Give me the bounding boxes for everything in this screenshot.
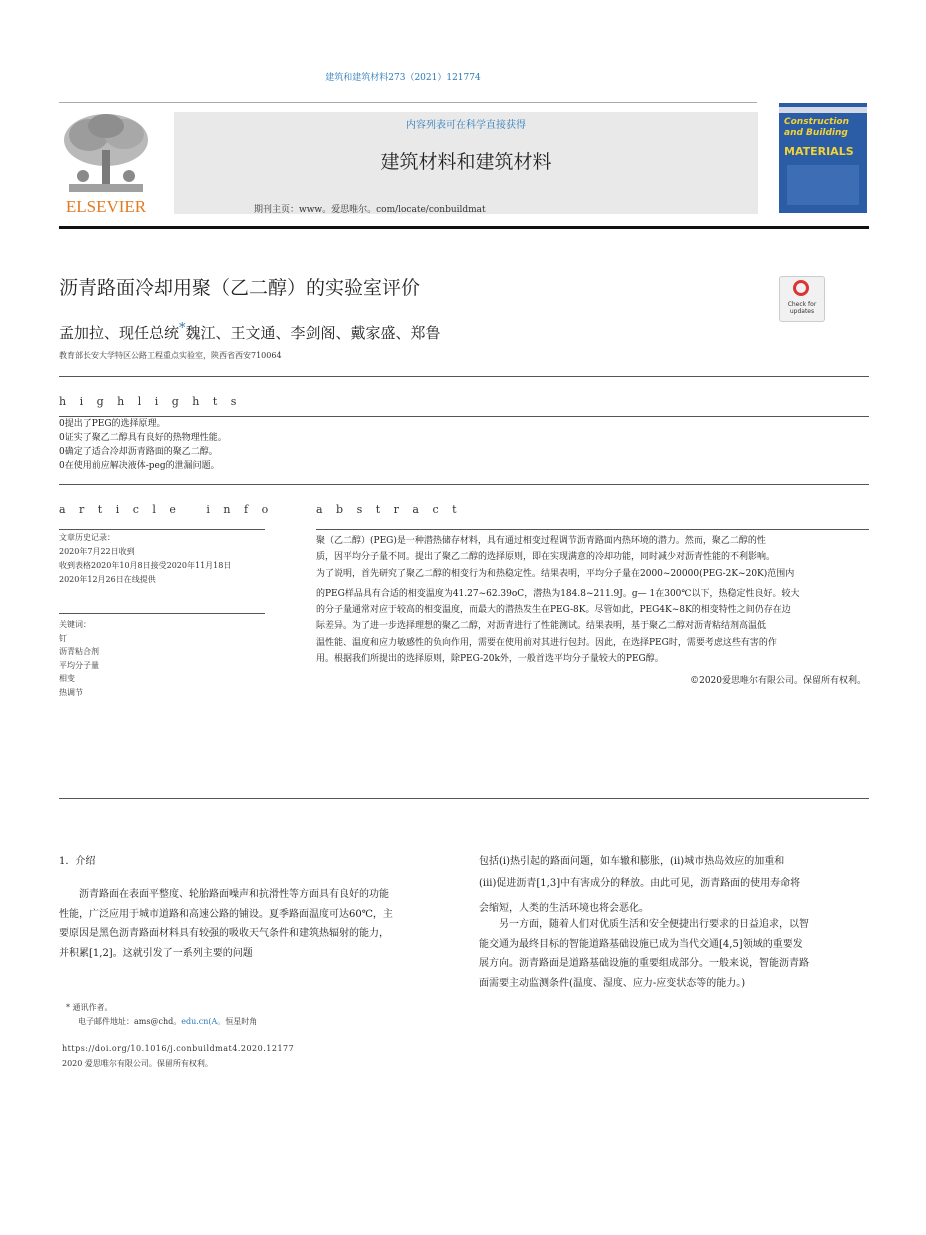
footer-rights: 2020 爱思唯尔有限公司。保留所有权利。 [62, 1059, 213, 1068]
check-for-updates-badge[interactable] [779, 276, 825, 322]
article-info-heading: a r t i c l e i n f o [59, 503, 274, 516]
authors-part-b: 魏江、王文通、李剑阁、戴家盛、郑鲁 [185, 324, 441, 342]
corresponding-author-note: * 通讯作者。 [66, 1003, 113, 1012]
abstract-copyright: ©2020爱思唯尔有限公司。保留所有权利。 [690, 676, 866, 686]
keywords-rule [59, 613, 265, 614]
intro-line: 要原因是黑色沥青路面材料具有较强的吸收天气条件和建筑热辐射的能力， [59, 928, 389, 939]
intro-line: 沥青路面在表面平整度、轮胎路面噪声和抗滑性等方面具有良好的功能 [79, 889, 389, 900]
journal-cover-image [779, 103, 867, 213]
abstract-line: 际差异。为了进一步选择理想的聚乙二醇，对沥青进行了性能测试。结果表明，基于聚乙二醇对沥青粘结剂高温低 [316, 621, 767, 632]
section-heading-intro: 1．介绍 [59, 856, 96, 867]
article-history [59, 531, 265, 587]
intro-line: 会缩短，人类的生活环境也将会恶化。 [479, 903, 649, 914]
keywords-label: 关键词： [59, 620, 91, 629]
authors-part-a: 孟加拉、现任总统 [59, 324, 180, 342]
abstract-rule [316, 529, 869, 530]
cover-subtitle: MATERIALS [784, 145, 854, 158]
intro-line: 并积累[1,2]。这就引发了一系列主要的问题 [59, 947, 253, 959]
abstract-line: 质，因平均分子量不同。提出了聚乙二醇的选择原则，即在实现满意的冷却功能，同时减少对沥青性能的不利影响。 [316, 552, 776, 563]
highlight-item: 0提出了PEG的选择原理。 [59, 419, 166, 429]
abstract-line: 用。根据我们所提出的选择原则，除PEG-20k外，一般首选平均分子量较大的PEG醇。 [316, 654, 664, 665]
abstract-line: 的分子量通常对应于较高的相变温度，而最大的潜热发生在PEG-8K。尽管如此，PEG4K~8K的相变特性之间仍存在边 [316, 605, 791, 616]
keyword-item: 平均分子量 [59, 660, 99, 670]
front-matter-bottom-rule [59, 798, 869, 799]
corresponding-author-mark[interactable]: * [179, 321, 186, 336]
email-suffix: 恒星时角 [225, 1017, 258, 1026]
check-icon-inner [796, 283, 806, 293]
cover-stripe [779, 107, 867, 113]
history-revised: 收到表格2020年10月8日接受2020年11月18日 [59, 561, 232, 570]
email-link[interactable]: edu.cn(A。 [181, 1017, 226, 1026]
abstract-line: 聚（乙二醇）(PEG)是一种潜热储存材料，具有通过相变过程调节沥青路面内热环境的潜力。然而，聚乙二醇的性 [316, 536, 766, 546]
intro-right-paragraph-2 [479, 915, 869, 993]
abstract-line: 温性能、温度和应力敏感性的负向作用，需要在使用前对其进行包封。因此，在选择PEG时，需要考虑这些有害的作 [316, 637, 777, 648]
intro-line: 面需要主动监测条件(温度、湿度、应力-应变状态等的能力。) [479, 977, 746, 989]
cover-graphic [787, 165, 859, 205]
keyword-item: 钉 [59, 633, 67, 643]
elsevier-wordmark: ELSEVIER [65, 197, 147, 216]
intro-left-paragraph [59, 885, 445, 963]
highlights-bottom-rule [59, 484, 869, 485]
intro-line: (iii)促进沥青[1,3]中有害成分的释放。由此可见，沥青路面的使用寿命将 [479, 877, 801, 889]
doi-link[interactable]: https://doi.org/10.1016/j.conbuildmat4.2020.12177 [62, 1044, 295, 1053]
author-list [59, 321, 441, 343]
intro-line: 包括(i)热引起的路面问题，如车辙和膨胀，(ii)城市热岛效应的加重和 [479, 856, 785, 867]
highlight-item: 0证实了聚乙二醇具有良好的热物理性能。 [59, 433, 227, 443]
keyword-item: 热调节 [59, 687, 83, 697]
journal-reference[interactable]: 建筑和建筑材料273（2021）121774 [325, 73, 481, 83]
header-thick-rule [59, 226, 869, 229]
intro-right-paragraph-1 [479, 852, 869, 919]
email-note [78, 1016, 257, 1027]
check-badge-label: Check for updates [787, 301, 817, 315]
journal-title: 建筑材料和建筑材料 [380, 151, 552, 173]
history-received: 2020年7月22日收到 [59, 547, 135, 556]
highlights-top-rule [59, 376, 869, 377]
abstract-line: 为了说明，首先研究了聚乙二醇的相变行为和热稳定性。结果表明，平均分子量在2000~20000(PEG-2K~20K)范围内 [316, 568, 795, 579]
abstract-line: 的PEG样品具有合适的相变温度为41.27~62.39oC，潜热为184.8~211.9J。g— 1在300℃以下，热稳定性良好。较大 [316, 588, 800, 599]
cover-title: Construction and Building [784, 117, 850, 138]
article-info-rule [59, 529, 265, 530]
intro-line: 能交通为最终目标的智能道路基础设施已成为当代交通[4,5]领域的重要发 [479, 938, 803, 950]
header-top-rule [59, 102, 757, 103]
highlight-item: 0确定了适合冷却沥青路面的聚乙二醇。 [59, 447, 218, 457]
keywords-list [59, 618, 265, 699]
article-title: 沥青路面冷却用聚（乙二醇）的实验室评价 [59, 277, 421, 299]
abstract-heading: a b s t r a c t [316, 503, 462, 516]
intro-line: 展方向。沥青路面是道路基础设施的重要组成部分。一般来说，智能沥青路 [479, 958, 809, 969]
history-label: 文章历史记录： [59, 533, 115, 542]
highlight-item: 0在使用前应解决液体-peg的泄漏问题。 [59, 461, 220, 471]
keyword-item: 相变 [59, 674, 75, 683]
highlights-heading: h i g h l i g h t s [59, 395, 242, 408]
contents-link[interactable]: 内容列表可在科学直接获得 [406, 120, 526, 131]
abstract-body [316, 533, 868, 667]
affiliation: 教育部长安大学特区公路工程重点实验室，陕西省西安710064 [59, 351, 282, 360]
email-prefix: 电子邮件地址：ams@chd。 [78, 1017, 182, 1026]
history-online: 2020年12月26日在线提供 [59, 575, 156, 584]
highlights-list [59, 417, 227, 473]
keyword-item: 沥青粘合剂 [59, 647, 99, 656]
intro-line: 性能，广泛应用于城市道路和高速公路的铺设。夏季路面温度可达60℃，主 [59, 908, 393, 920]
intro-line: 另一方面，随着人们对优质生活和安全便捷出行要求的日益追求，以智 [499, 919, 809, 930]
journal-homepage[interactable]: 期刊主页：www。爱思唯尔。com/locate/conbuildmat [254, 205, 486, 215]
